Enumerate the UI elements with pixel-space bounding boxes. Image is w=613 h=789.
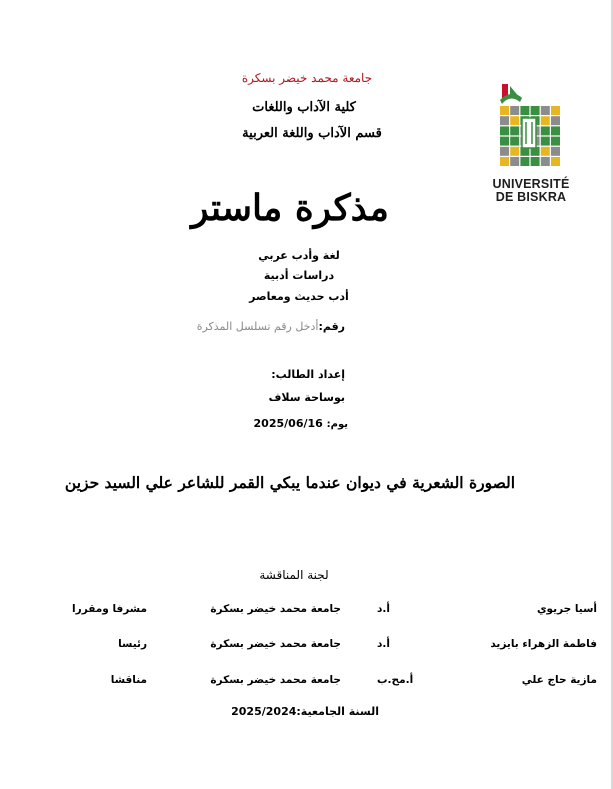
logo-square xyxy=(541,137,550,146)
logo-square xyxy=(500,137,509,146)
logo-square xyxy=(520,157,529,166)
logo-square xyxy=(500,126,509,135)
document-title: مذكرة ماستر xyxy=(191,187,389,229)
member-institution: جامعة محمد خيضر بسكرة xyxy=(210,638,341,650)
thesis-title: الصورة الشعرية في ديوان عندما يبكي القمر للشاعر علي السيد حزين xyxy=(64,473,516,492)
department-name: قسم الآداب واللغة العربية xyxy=(242,126,382,141)
member-name: أسيا جريوي xyxy=(536,603,597,615)
logo-square xyxy=(541,106,550,115)
logo-square xyxy=(551,157,560,166)
defense-date xyxy=(254,417,348,430)
logo-square xyxy=(551,126,560,135)
logo-square xyxy=(541,147,550,156)
logo-square xyxy=(531,106,540,115)
specialty: دراسات أدبية xyxy=(263,269,335,282)
logo-square xyxy=(510,126,519,135)
student-name: بوساحة سلاف xyxy=(268,391,345,404)
logo-square xyxy=(551,116,560,125)
serial-label: رقم: xyxy=(318,320,345,333)
serial-placeholder: أدخل رقم تسلسل المذكرة xyxy=(196,320,319,333)
member-role: مشرفا ومقررا xyxy=(72,603,147,615)
member-role: رئيسا xyxy=(118,638,147,650)
logo-line-1: UNIVERSITÉ xyxy=(492,177,570,191)
university-logo xyxy=(498,84,560,174)
subspecialty: أدب حديث ومعاصر xyxy=(249,290,349,303)
logo-square xyxy=(500,106,509,115)
logo-square xyxy=(551,137,560,146)
logo-square xyxy=(541,157,550,166)
logo-square xyxy=(500,116,509,125)
faculty-name: كلية الآداب واللغات xyxy=(252,100,356,115)
committee-heading: لجنة المناقشة xyxy=(259,568,329,582)
member-role: مناقشا xyxy=(110,674,147,686)
logo-square xyxy=(500,147,509,156)
member-rank: أ.مح.ب xyxy=(377,674,414,686)
member-institution: جامعة محمد خيضر بسكرة xyxy=(210,603,341,615)
member-rank: أ.د xyxy=(377,603,390,615)
university-name: جامعة محمد خيضر بسكرة xyxy=(241,71,373,85)
logo-square xyxy=(510,157,519,166)
university-logo-text xyxy=(486,178,576,204)
member-name: فاطمة الزهراء بايزيد xyxy=(490,638,597,650)
logo-square xyxy=(500,157,509,166)
logo-square xyxy=(510,116,519,125)
logo-square xyxy=(551,106,560,115)
logo-square xyxy=(541,116,550,125)
academic-year: السنة الجامعية:2025/2024 xyxy=(231,705,379,718)
logo-square xyxy=(541,126,550,135)
logo-square xyxy=(510,106,519,115)
date-label: يوم: xyxy=(326,419,348,430)
logo-line-2: DE BISKRA xyxy=(495,190,567,204)
logo-square xyxy=(510,137,519,146)
member-name: مازية حاج علي xyxy=(521,674,597,686)
serial-number-line xyxy=(197,320,345,333)
logo-square xyxy=(551,147,560,156)
member-rank: أ.د xyxy=(377,638,390,650)
student-label: إعداد الطالب: xyxy=(271,368,345,381)
field: لغة وأدب عربي xyxy=(258,249,340,262)
member-institution: جامعة محمد خيضر بسكرة xyxy=(210,674,341,686)
logo-square xyxy=(510,147,519,156)
date-value: 2025/06/16 xyxy=(253,417,323,430)
logo-center-mark xyxy=(522,118,536,148)
logo-square xyxy=(520,106,529,115)
logo-square xyxy=(531,157,540,166)
